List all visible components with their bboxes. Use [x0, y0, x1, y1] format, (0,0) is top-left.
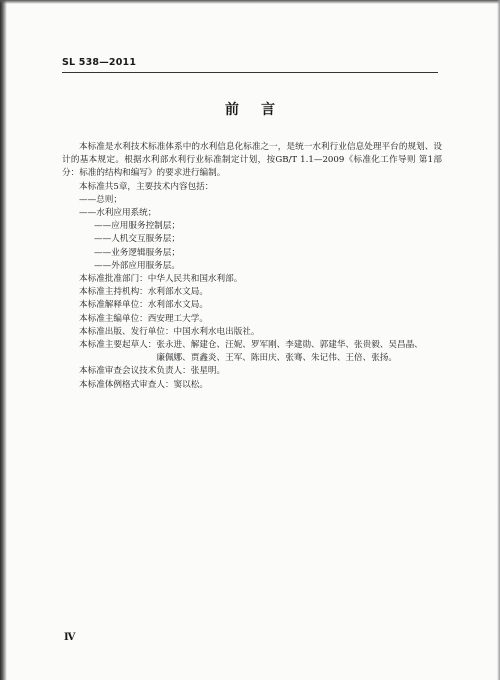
- page-title: 前言: [225, 102, 297, 118]
- review-technical-lead: 本标准审查会议技术负责人：张星明。: [79, 366, 226, 377]
- intro-paragraph: 本标准是水利技术标准体系中的水利信息化标准之一，是统一水利行业信息处理平台的规划、设计的基本规定。根据水利部水利行业标准制定计划，按GB/T 1.1—2009《标准化工作导则 第1部分：标准的结构和编写》的要求进行编制。: [62, 142, 442, 179]
- chapter-item: ——人机交互服务层；: [94, 234, 180, 245]
- chapter-item: ——水利应用系统；: [79, 208, 157, 219]
- standard-code: SL 538—2011: [62, 57, 137, 68]
- chapter-item: ——业务逻辑服务层；: [94, 247, 180, 258]
- presiding-organization: 本标准主持机构：水利部水文局。: [79, 287, 208, 298]
- preface-content: [62, 141, 442, 392]
- chapter-item: ——应用服务控制层；: [94, 221, 180, 232]
- info-list: [62, 273, 442, 392]
- chapter-item: ——外部应用服务层。: [94, 260, 180, 271]
- approval-department: 本标准批准部门：中华人民共和国水利部。: [79, 274, 243, 285]
- chief-editing-unit: 本标准主编单位：西安理工大学。: [79, 313, 208, 324]
- main-drafters: 本标准主要起草人：张永进、解建仓、汪妮、罗军刚、李建勋、郭建华、张贵毅、吴昌晶、: [79, 340, 423, 351]
- publisher: 本标准出版、发行单位：中国水利水电出版社。: [79, 326, 260, 337]
- main-drafters-continued: 廉佩娜、贾鑫炎、王军、陈田庆、张骞、朱记伟、王倍、张扬。: [79, 353, 397, 364]
- interpreting-unit: 本标准解释单位：水利部水文局。: [79, 300, 208, 311]
- page-number: Ⅳ: [64, 632, 75, 643]
- header-rule: [62, 72, 438, 73]
- scan-edge-top: [0, 0, 500, 4]
- format-reviewer: 本标准体例格式审查人：窦以松。: [79, 379, 208, 390]
- chapter-list: [62, 194, 442, 273]
- contents-intro: 本标准共5章，主要技术内容包括：: [79, 181, 214, 192]
- chapter-item: ——总则；: [79, 194, 122, 205]
